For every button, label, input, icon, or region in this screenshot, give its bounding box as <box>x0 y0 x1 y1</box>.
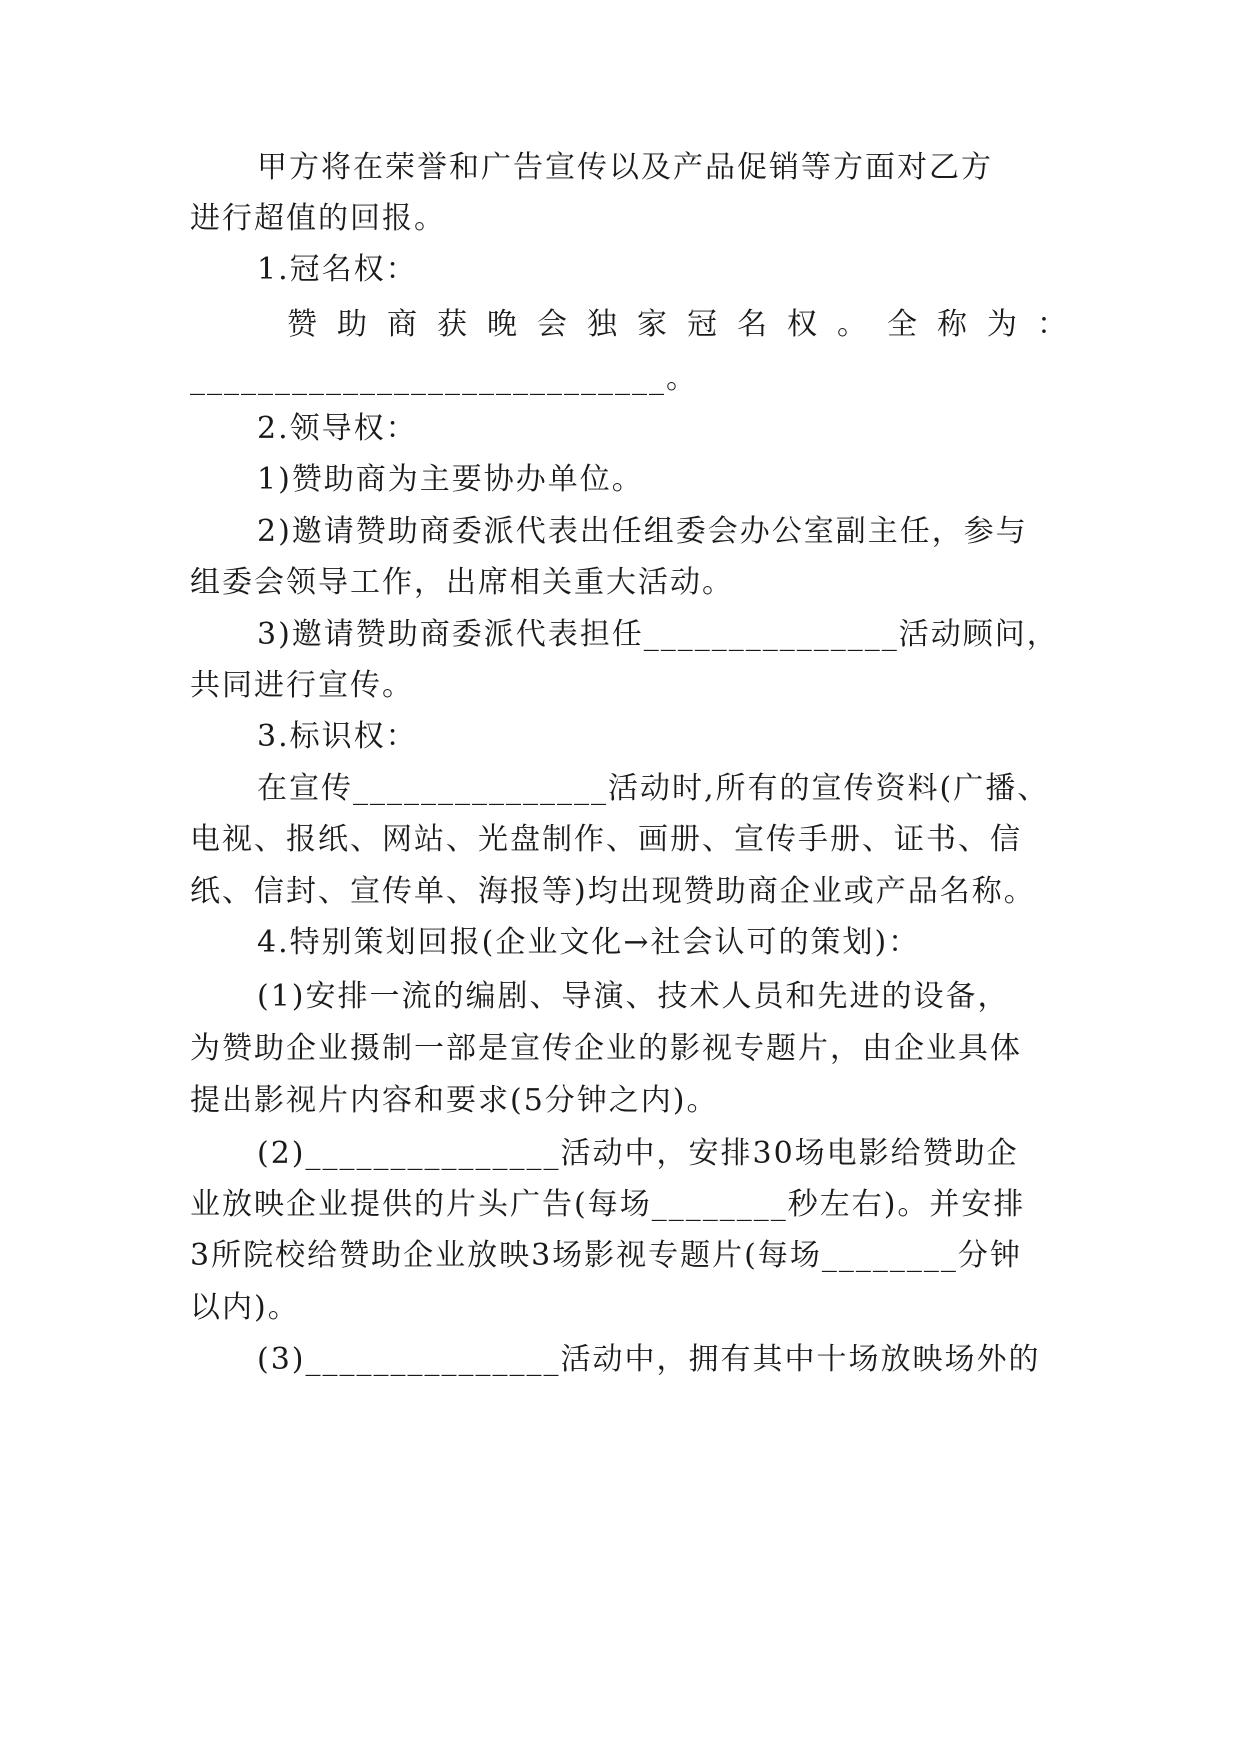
paragraph-line: 业放映企业提供的片头广告(每场________秒左右)。并安排 <box>190 1187 1026 1222</box>
paragraph-line: 3所院校给赞助企业放映3场影视专题片(每场________分钟 <box>190 1238 1022 1273</box>
paragraph-line: 共同进行宣传。 <box>190 668 414 703</box>
paragraph-line: 进行超值的回报。 <box>190 201 446 236</box>
list-item: (2)_______________活动中，安排30场电影给赞助企 <box>257 1136 1019 1171</box>
paragraph-line: 电视、报纸、网站、光盘制作、画册、宣传手册、证书、信 <box>190 822 1022 857</box>
section-heading-leadership-rights: 2.领导权： <box>257 411 418 446</box>
list-item: 2)邀请赞助商委派代表出任组委会办公室副主任，参与 <box>257 514 1028 549</box>
paragraph-line: 为赞助企业摄制一部是宣传企业的影视专题片，由企业具体 <box>190 1031 1022 1066</box>
list-item: 3)邀请赞助商委派代表担任_______________活动顾问， <box>257 617 1059 652</box>
section-heading-naming-rights: 1.冠名权： <box>257 252 418 287</box>
paragraph-line: 以内)。 <box>190 1290 300 1325</box>
paragraph-line: 赞助商获晚会独家冠名权。全称为： <box>287 307 1087 342</box>
paragraph-line: 提出影视片内容和要求(5分钟之内)。 <box>190 1083 719 1118</box>
list-item: (3)_______________活动中，拥有其中十场放映场外的 <box>257 1342 1041 1377</box>
paragraph-line: 纸、信封、宣传单、海报等)均出现赞助商企业或产品名称。 <box>190 874 1036 909</box>
paragraph-line: 组委会领导工作，出席相关重大活动。 <box>190 565 734 600</box>
blank-fill-line: ____________________________。 <box>190 361 698 396</box>
paragraph-line: 甲方将在荣誉和广告宣传以及产品促销等方面对乙方 <box>257 150 993 185</box>
list-item: (1)安排一流的编剧、导演、技术人员和先进的设备， <box>257 979 1010 1014</box>
section-heading-special-rewards: 4.特别策划回报(企业文化→社会认可的策划)： <box>257 925 921 960</box>
section-heading-logo-rights: 3.标识权： <box>257 719 418 754</box>
list-item: 1)赞助商为主要协办单位。 <box>257 462 644 497</box>
paragraph-line: 在宣传_______________活动时,所有的宣传资料(广播、 <box>257 771 1050 806</box>
